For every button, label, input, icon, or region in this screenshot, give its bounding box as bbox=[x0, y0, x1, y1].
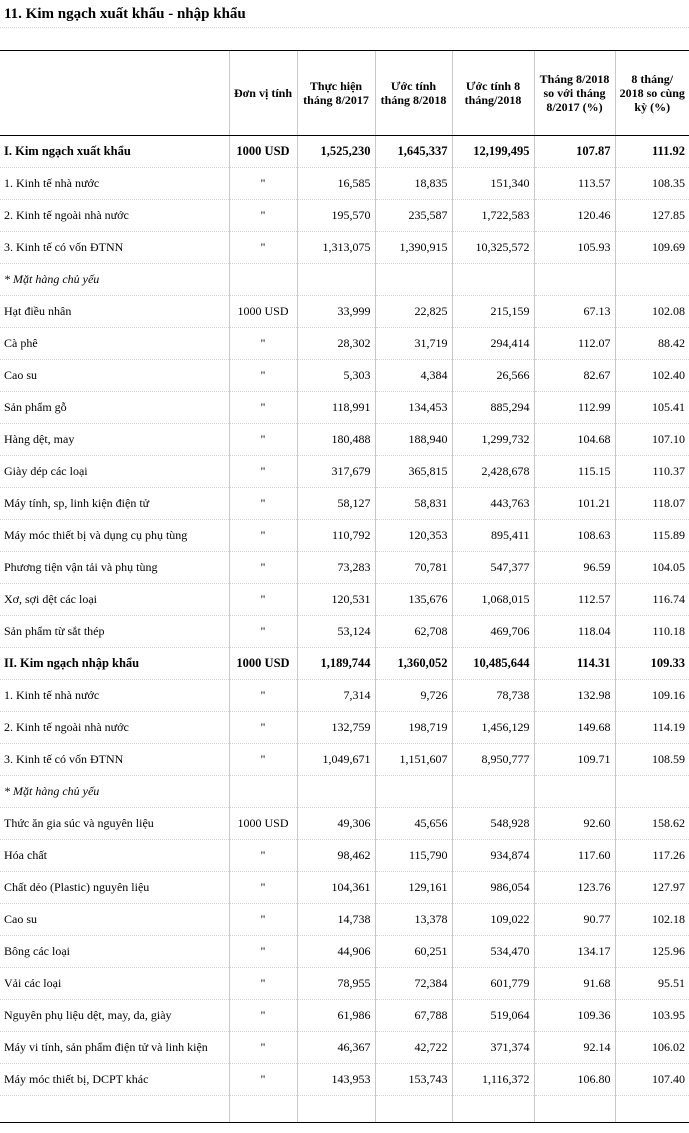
trade-table bbox=[0, 50, 689, 1123]
header-estimate-8-months-2018: Ước tính 8 tháng/2018 bbox=[452, 51, 534, 136]
cell-item-label: * Mặt hàng chủ yếu bbox=[0, 776, 229, 808]
cell-8-months-yoy-percent: 117.26 bbox=[615, 840, 689, 872]
cell-estimate-8-months-2018: 10,325,572 bbox=[452, 232, 534, 264]
cell-aug-yoy-percent: 118.04 bbox=[534, 616, 615, 648]
cell-aug-yoy-percent: 114.31 bbox=[534, 648, 615, 680]
cell-8-months-yoy-percent: 108.35 bbox=[615, 168, 689, 200]
table-row bbox=[0, 744, 689, 776]
table-row bbox=[0, 360, 689, 392]
cell-aug-yoy-percent: 113.57 bbox=[534, 168, 615, 200]
cell-item-label: Cà phê bbox=[0, 328, 229, 360]
cell-estimate-aug-2018: 13,378 bbox=[375, 904, 452, 936]
cell-item-label: Sản phẩm từ sắt thép bbox=[0, 616, 229, 648]
cell-estimate-aug-2018: 198,719 bbox=[375, 712, 452, 744]
cell-estimate-8-months-2018: 469,706 bbox=[452, 616, 534, 648]
cell-item-label: Máy móc thiết bị và dụng cụ phụ tùng bbox=[0, 520, 229, 552]
cell-item-label: Giày dép các loại bbox=[0, 456, 229, 488]
table-body bbox=[0, 136, 689, 1123]
cell-estimate-8-months-2018: 151,340 bbox=[452, 168, 534, 200]
cell-unit: " bbox=[229, 904, 297, 936]
cell-estimate-aug-2018: 120,353 bbox=[375, 520, 452, 552]
cell-estimate-aug-2018: 153,743 bbox=[375, 1064, 452, 1096]
table-row bbox=[0, 1032, 689, 1064]
cell-8-months-yoy-percent: 114.19 bbox=[615, 712, 689, 744]
cell-aug-yoy-percent: 109.71 bbox=[534, 744, 615, 776]
cell-unit: " bbox=[229, 1000, 297, 1032]
cell-actual-aug-2017: 44,906 bbox=[297, 936, 375, 968]
cell-actual-aug-2017: 317,679 bbox=[297, 456, 375, 488]
cell-actual-aug-2017: 16,585 bbox=[297, 168, 375, 200]
table-row bbox=[0, 1096, 689, 1123]
cell-item-label: 1. Kinh tế nhà nước bbox=[0, 680, 229, 712]
cell-estimate-aug-2018: 1,151,607 bbox=[375, 744, 452, 776]
header-label bbox=[0, 51, 229, 136]
cell-estimate-8-months-2018: 534,470 bbox=[452, 936, 534, 968]
table-row bbox=[0, 680, 689, 712]
cell-estimate-aug-2018: 60,251 bbox=[375, 936, 452, 968]
cell-8-months-yoy-percent: 109.33 bbox=[615, 648, 689, 680]
cell-actual-aug-2017: 5,303 bbox=[297, 360, 375, 392]
table-row bbox=[0, 616, 689, 648]
cell-item-label: Máy móc thiết bị, DCPT khác bbox=[0, 1064, 229, 1096]
cell-unit bbox=[229, 1096, 297, 1123]
cell-aug-yoy-percent: 112.57 bbox=[534, 584, 615, 616]
cell-unit: " bbox=[229, 680, 297, 712]
cell-8-months-yoy-percent: 107.10 bbox=[615, 424, 689, 456]
cell-item-label: Máy vi tính, sản phẩm điện tử và linh kiện bbox=[0, 1032, 229, 1064]
cell-actual-aug-2017: 7,314 bbox=[297, 680, 375, 712]
cell-actual-aug-2017: 143,953 bbox=[297, 1064, 375, 1096]
cell-8-months-yoy-percent: 105.41 bbox=[615, 392, 689, 424]
cell-unit: " bbox=[229, 744, 297, 776]
cell-estimate-8-months-2018 bbox=[452, 264, 534, 296]
cell-aug-yoy-percent: 109.36 bbox=[534, 1000, 615, 1032]
cell-8-months-yoy-percent: 95.51 bbox=[615, 968, 689, 1000]
cell-8-months-yoy-percent: 104.05 bbox=[615, 552, 689, 584]
cell-actual-aug-2017: 110,792 bbox=[297, 520, 375, 552]
cell-actual-aug-2017: 53,124 bbox=[297, 616, 375, 648]
cell-aug-yoy-percent: 108.63 bbox=[534, 520, 615, 552]
cell-unit: 1000 USD bbox=[229, 808, 297, 840]
table-row bbox=[0, 808, 689, 840]
cell-actual-aug-2017: 58,127 bbox=[297, 488, 375, 520]
cell-unit: " bbox=[229, 520, 297, 552]
table-row bbox=[0, 424, 689, 456]
cell-estimate-aug-2018: 1,645,337 bbox=[375, 136, 452, 168]
cell-aug-yoy-percent: 112.07 bbox=[534, 328, 615, 360]
cell-estimate-aug-2018: 70,781 bbox=[375, 552, 452, 584]
table-row bbox=[0, 648, 689, 680]
table-row bbox=[0, 872, 689, 904]
header-unit: Đơn vị tính bbox=[229, 51, 297, 136]
cell-8-months-yoy-percent: 127.85 bbox=[615, 200, 689, 232]
cell-estimate-8-months-2018: 10,485,644 bbox=[452, 648, 534, 680]
cell-estimate-8-months-2018: 26,566 bbox=[452, 360, 534, 392]
cell-unit: " bbox=[229, 456, 297, 488]
cell-estimate-8-months-2018: 8,950,777 bbox=[452, 744, 534, 776]
header-8-months-yoy-percent: 8 tháng/ 2018 so cùng kỳ (%) bbox=[615, 51, 689, 136]
table-row bbox=[0, 264, 689, 296]
cell-item-label: Máy tính, sp, linh kiện điện tử bbox=[0, 488, 229, 520]
cell-unit: 1000 USD bbox=[229, 648, 297, 680]
cell-actual-aug-2017 bbox=[297, 264, 375, 296]
table-row bbox=[0, 136, 689, 168]
cell-actual-aug-2017: 78,955 bbox=[297, 968, 375, 1000]
cell-estimate-8-months-2018: 12,199,495 bbox=[452, 136, 534, 168]
cell-unit: " bbox=[229, 584, 297, 616]
cell-estimate-8-months-2018: 986,054 bbox=[452, 872, 534, 904]
cell-8-months-yoy-percent: 108.59 bbox=[615, 744, 689, 776]
cell-estimate-8-months-2018: 548,928 bbox=[452, 808, 534, 840]
table-header-row bbox=[0, 51, 689, 136]
cell-8-months-yoy-percent: 118.07 bbox=[615, 488, 689, 520]
cell-estimate-8-months-2018: 78,738 bbox=[452, 680, 534, 712]
cell-item-label: Chất dẻo (Plastic) nguyên liệu bbox=[0, 872, 229, 904]
cell-estimate-8-months-2018: 895,411 bbox=[452, 520, 534, 552]
cell-aug-yoy-percent: 91.68 bbox=[534, 968, 615, 1000]
cell-unit: " bbox=[229, 424, 297, 456]
cell-estimate-8-months-2018: 519,064 bbox=[452, 1000, 534, 1032]
cell-item-label: Bông các loại bbox=[0, 936, 229, 968]
cell-unit: " bbox=[229, 1032, 297, 1064]
cell-8-months-yoy-percent bbox=[615, 264, 689, 296]
cell-estimate-8-months-2018: 1,068,015 bbox=[452, 584, 534, 616]
cell-actual-aug-2017: 180,488 bbox=[297, 424, 375, 456]
cell-item-label: 3. Kinh tế có vốn ĐTNN bbox=[0, 744, 229, 776]
cell-8-months-yoy-percent: 107.40 bbox=[615, 1064, 689, 1096]
cell-item-label: Sản phẩm gỗ bbox=[0, 392, 229, 424]
cell-actual-aug-2017 bbox=[297, 776, 375, 808]
cell-unit: " bbox=[229, 872, 297, 904]
cell-actual-aug-2017 bbox=[297, 1096, 375, 1123]
header-actual-aug-2017: Thực hiện tháng 8/2017 bbox=[297, 51, 375, 136]
cell-estimate-8-months-2018: 601,779 bbox=[452, 968, 534, 1000]
cell-8-months-yoy-percent bbox=[615, 776, 689, 808]
cell-unit: " bbox=[229, 360, 297, 392]
table-row bbox=[0, 168, 689, 200]
cell-aug-yoy-percent: 106.80 bbox=[534, 1064, 615, 1096]
cell-actual-aug-2017: 14,738 bbox=[297, 904, 375, 936]
cell-item-label: * Mặt hàng chủ yếu bbox=[0, 264, 229, 296]
cell-8-months-yoy-percent: 111.92 bbox=[615, 136, 689, 168]
cell-aug-yoy-percent: 120.46 bbox=[534, 200, 615, 232]
cell-unit: 1000 USD bbox=[229, 136, 297, 168]
cell-unit: " bbox=[229, 712, 297, 744]
cell-estimate-aug-2018: 365,815 bbox=[375, 456, 452, 488]
cell-item-label: Xơ, sợi dệt các loại bbox=[0, 584, 229, 616]
cell-estimate-8-months-2018: 371,374 bbox=[452, 1032, 534, 1064]
table-row bbox=[0, 200, 689, 232]
table-row bbox=[0, 1064, 689, 1096]
cell-actual-aug-2017: 28,302 bbox=[297, 328, 375, 360]
cell-estimate-8-months-2018: 1,299,732 bbox=[452, 424, 534, 456]
table-row bbox=[0, 296, 689, 328]
cell-estimate-aug-2018: 42,722 bbox=[375, 1032, 452, 1064]
cell-actual-aug-2017: 73,283 bbox=[297, 552, 375, 584]
page-title: 11. Kim ngạch xuất khẩu - nhập khẩu bbox=[4, 6, 246, 22]
cell-actual-aug-2017: 1,525,230 bbox=[297, 136, 375, 168]
cell-actual-aug-2017: 132,759 bbox=[297, 712, 375, 744]
header-estimate-aug-2018: Ước tính tháng 8/2018 bbox=[375, 51, 452, 136]
cell-aug-yoy-percent: 149.68 bbox=[534, 712, 615, 744]
cell-estimate-8-months-2018: 934,874 bbox=[452, 840, 534, 872]
cell-estimate-8-months-2018: 2,428,678 bbox=[452, 456, 534, 488]
cell-unit: " bbox=[229, 328, 297, 360]
cell-estimate-aug-2018 bbox=[375, 1096, 452, 1123]
cell-estimate-8-months-2018 bbox=[452, 776, 534, 808]
cell-estimate-aug-2018: 1,360,052 bbox=[375, 648, 452, 680]
cell-item-label: 3. Kinh tế có vốn ĐTNN bbox=[0, 232, 229, 264]
table-row bbox=[0, 776, 689, 808]
cell-unit: " bbox=[229, 488, 297, 520]
cell-estimate-8-months-2018: 109,022 bbox=[452, 904, 534, 936]
cell-estimate-aug-2018: 67,788 bbox=[375, 1000, 452, 1032]
cell-estimate-8-months-2018 bbox=[452, 1096, 534, 1123]
cell-8-months-yoy-percent: 88.42 bbox=[615, 328, 689, 360]
cell-aug-yoy-percent: 101.21 bbox=[534, 488, 615, 520]
cell-estimate-8-months-2018: 294,414 bbox=[452, 328, 534, 360]
cell-aug-yoy-percent: 107.87 bbox=[534, 136, 615, 168]
cell-aug-yoy-percent: 67.13 bbox=[534, 296, 615, 328]
cell-item-label: Hạt điều nhân bbox=[0, 296, 229, 328]
cell-aug-yoy-percent: 117.60 bbox=[534, 840, 615, 872]
cell-8-months-yoy-percent: 158.62 bbox=[615, 808, 689, 840]
table-row bbox=[0, 232, 689, 264]
cell-unit: " bbox=[229, 616, 297, 648]
cell-aug-yoy-percent bbox=[534, 776, 615, 808]
table-row bbox=[0, 552, 689, 584]
cell-estimate-aug-2018: 134,453 bbox=[375, 392, 452, 424]
cell-unit: " bbox=[229, 840, 297, 872]
cell-actual-aug-2017: 104,361 bbox=[297, 872, 375, 904]
cell-8-months-yoy-percent: 110.37 bbox=[615, 456, 689, 488]
cell-estimate-aug-2018: 188,940 bbox=[375, 424, 452, 456]
cell-estimate-aug-2018: 45,656 bbox=[375, 808, 452, 840]
cell-unit: " bbox=[229, 552, 297, 584]
cell-estimate-aug-2018: 62,708 bbox=[375, 616, 452, 648]
cell-8-months-yoy-percent: 109.69 bbox=[615, 232, 689, 264]
cell-item-label: Vải các loại bbox=[0, 968, 229, 1000]
cell-item-label: Hóa chất bbox=[0, 840, 229, 872]
cell-item-label: Phương tiện vận tải và phụ tùng bbox=[0, 552, 229, 584]
table-row bbox=[0, 328, 689, 360]
cell-unit: 1000 USD bbox=[229, 296, 297, 328]
cell-aug-yoy-percent: 96.59 bbox=[534, 552, 615, 584]
cell-aug-yoy-percent: 112.99 bbox=[534, 392, 615, 424]
cell-8-months-yoy-percent: 102.40 bbox=[615, 360, 689, 392]
cell-actual-aug-2017: 33,999 bbox=[297, 296, 375, 328]
cell-8-months-yoy-percent: 110.18 bbox=[615, 616, 689, 648]
cell-actual-aug-2017: 49,306 bbox=[297, 808, 375, 840]
cell-unit: " bbox=[229, 168, 297, 200]
cell-item-label bbox=[0, 1096, 229, 1123]
cell-aug-yoy-percent: 92.60 bbox=[534, 808, 615, 840]
cell-8-months-yoy-percent: 103.95 bbox=[615, 1000, 689, 1032]
cell-estimate-aug-2018: 115,790 bbox=[375, 840, 452, 872]
cell-unit: " bbox=[229, 968, 297, 1000]
cell-aug-yoy-percent: 132.98 bbox=[534, 680, 615, 712]
table-row bbox=[0, 584, 689, 616]
cell-estimate-aug-2018: 235,587 bbox=[375, 200, 452, 232]
header-aug-yoy-percent: Tháng 8/2018 so với tháng 8/2017 (%) bbox=[534, 51, 615, 136]
cell-actual-aug-2017: 46,367 bbox=[297, 1032, 375, 1064]
table-row bbox=[0, 392, 689, 424]
cell-8-months-yoy-percent: 127.97 bbox=[615, 872, 689, 904]
cell-aug-yoy-percent: 123.76 bbox=[534, 872, 615, 904]
cell-estimate-aug-2018: 22,825 bbox=[375, 296, 452, 328]
cell-item-label: Thức ăn gia súc và nguyên liệu bbox=[0, 808, 229, 840]
cell-aug-yoy-percent: 115.15 bbox=[534, 456, 615, 488]
cell-unit: " bbox=[229, 392, 297, 424]
cell-actual-aug-2017: 1,189,744 bbox=[297, 648, 375, 680]
cell-unit bbox=[229, 776, 297, 808]
cell-actual-aug-2017: 1,049,671 bbox=[297, 744, 375, 776]
cell-item-label: I. Kim ngạch xuất khẩu bbox=[0, 136, 229, 168]
table-row bbox=[0, 488, 689, 520]
cell-actual-aug-2017: 61,986 bbox=[297, 1000, 375, 1032]
cell-estimate-aug-2018: 72,384 bbox=[375, 968, 452, 1000]
cell-8-months-yoy-percent: 116.74 bbox=[615, 584, 689, 616]
cell-8-months-yoy-percent: 102.08 bbox=[615, 296, 689, 328]
cell-estimate-aug-2018: 31,719 bbox=[375, 328, 452, 360]
cell-actual-aug-2017: 1,313,075 bbox=[297, 232, 375, 264]
cell-estimate-aug-2018: 58,831 bbox=[375, 488, 452, 520]
cell-8-months-yoy-percent: 115.89 bbox=[615, 520, 689, 552]
cell-item-label: Cao su bbox=[0, 360, 229, 392]
cell-8-months-yoy-percent: 125.96 bbox=[615, 936, 689, 968]
table-row bbox=[0, 968, 689, 1000]
cell-actual-aug-2017: 120,531 bbox=[297, 584, 375, 616]
cell-aug-yoy-percent bbox=[534, 264, 615, 296]
table-row bbox=[0, 456, 689, 488]
table-row bbox=[0, 840, 689, 872]
cell-8-months-yoy-percent: 102.18 bbox=[615, 904, 689, 936]
cell-actual-aug-2017: 118,991 bbox=[297, 392, 375, 424]
cell-aug-yoy-percent bbox=[534, 1096, 615, 1123]
cell-8-months-yoy-percent: 106.02 bbox=[615, 1032, 689, 1064]
cell-estimate-8-months-2018: 1,116,372 bbox=[452, 1064, 534, 1096]
title-divider bbox=[0, 27, 689, 28]
cell-actual-aug-2017: 98,462 bbox=[297, 840, 375, 872]
cell-aug-yoy-percent: 134.17 bbox=[534, 936, 615, 968]
cell-estimate-aug-2018: 9,726 bbox=[375, 680, 452, 712]
cell-estimate-8-months-2018: 885,294 bbox=[452, 392, 534, 424]
table-row bbox=[0, 520, 689, 552]
cell-estimate-aug-2018: 129,161 bbox=[375, 872, 452, 904]
cell-item-label: Cao su bbox=[0, 904, 229, 936]
cell-aug-yoy-percent: 90.77 bbox=[534, 904, 615, 936]
cell-unit: " bbox=[229, 1064, 297, 1096]
cell-item-label: Hàng dệt, may bbox=[0, 424, 229, 456]
cell-aug-yoy-percent: 105.93 bbox=[534, 232, 615, 264]
cell-estimate-aug-2018: 135,676 bbox=[375, 584, 452, 616]
cell-estimate-8-months-2018: 1,722,583 bbox=[452, 200, 534, 232]
cell-unit: " bbox=[229, 232, 297, 264]
cell-item-label: 2. Kinh tế ngoài nhà nước bbox=[0, 712, 229, 744]
cell-actual-aug-2017: 195,570 bbox=[297, 200, 375, 232]
cell-estimate-aug-2018 bbox=[375, 776, 452, 808]
cell-estimate-8-months-2018: 215,159 bbox=[452, 296, 534, 328]
cell-unit: " bbox=[229, 200, 297, 232]
cell-estimate-aug-2018: 4,384 bbox=[375, 360, 452, 392]
cell-aug-yoy-percent: 92.14 bbox=[534, 1032, 615, 1064]
cell-aug-yoy-percent: 104.68 bbox=[534, 424, 615, 456]
cell-estimate-8-months-2018: 443,763 bbox=[452, 488, 534, 520]
table-row bbox=[0, 1000, 689, 1032]
cell-aug-yoy-percent: 82.67 bbox=[534, 360, 615, 392]
cell-unit: " bbox=[229, 936, 297, 968]
cell-item-label: 1. Kinh tế nhà nước bbox=[0, 168, 229, 200]
table-row bbox=[0, 936, 689, 968]
cell-8-months-yoy-percent: 109.16 bbox=[615, 680, 689, 712]
cell-item-label: II. Kim ngạch nhập khẩu bbox=[0, 648, 229, 680]
cell-8-months-yoy-percent bbox=[615, 1096, 689, 1123]
table-row bbox=[0, 712, 689, 744]
cell-estimate-8-months-2018: 547,377 bbox=[452, 552, 534, 584]
cell-estimate-8-months-2018: 1,456,129 bbox=[452, 712, 534, 744]
cell-estimate-aug-2018: 18,835 bbox=[375, 168, 452, 200]
cell-unit bbox=[229, 264, 297, 296]
cell-estimate-aug-2018 bbox=[375, 264, 452, 296]
cell-estimate-aug-2018: 1,390,915 bbox=[375, 232, 452, 264]
cell-item-label: 2. Kinh tế ngoài nhà nước bbox=[0, 200, 229, 232]
cell-item-label: Nguyên phụ liệu dệt, may, da, giày bbox=[0, 1000, 229, 1032]
table-row bbox=[0, 904, 689, 936]
